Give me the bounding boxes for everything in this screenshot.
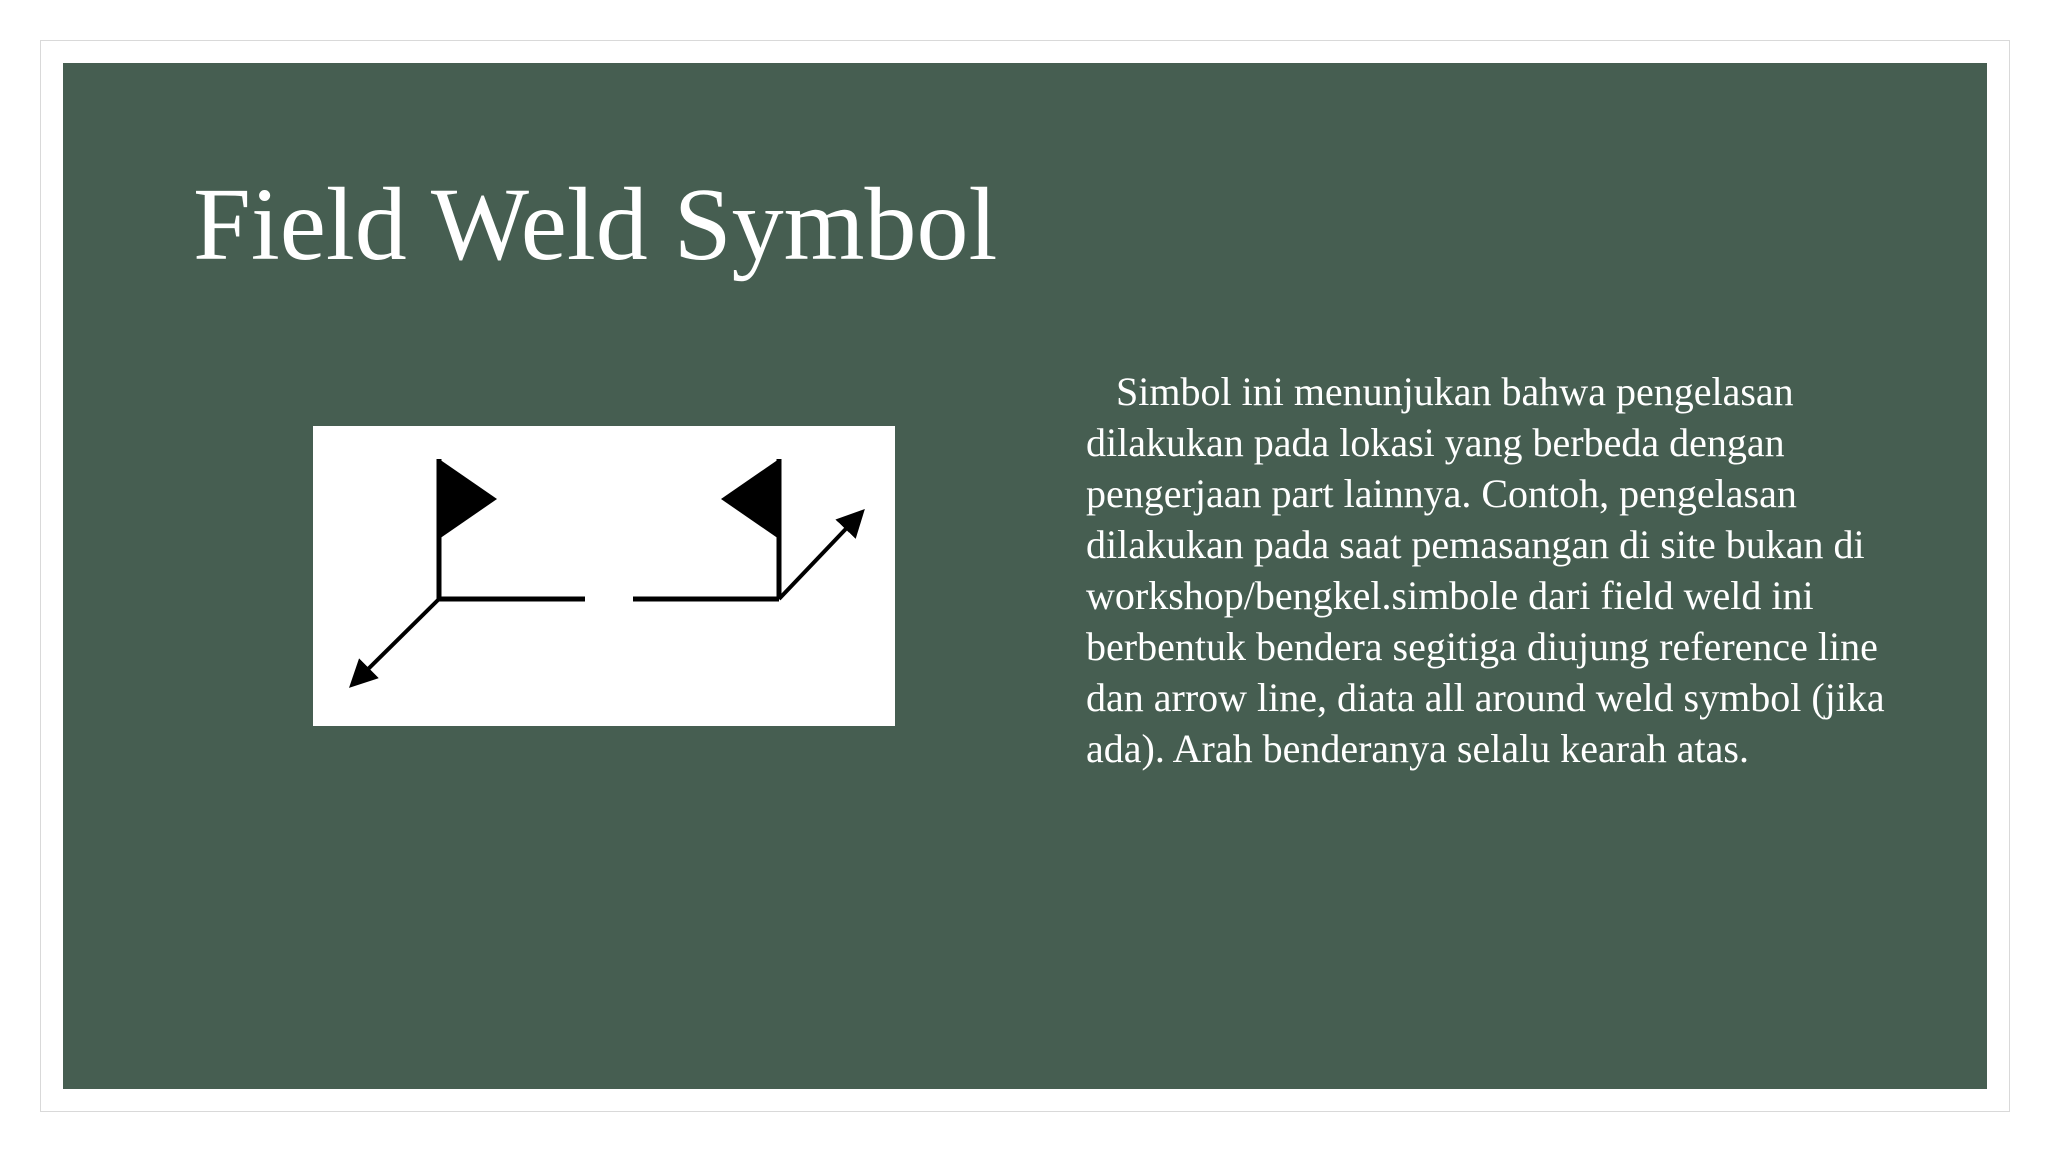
right-flag-icon bbox=[721, 459, 779, 539]
slide-body-text: Simbol ini menunjukan bahwa pengelasan dilakukan pada lokasi yang berbeda dengan pengerjaan part lainnya. Contoh, pengelasan dilakukan pada saat pemasangan di site bukan di workshop/bengkel.simbole dari field weld ini berbentuk bendera segitiga diujung reference line dan arrow line, diata all around weld symbol (jika ada). Arah benderanya selalu kearah atas. bbox=[1086, 369, 1885, 771]
left-arrow-line bbox=[353, 599, 439, 684]
field-weld-diagram bbox=[313, 426, 895, 726]
field-weld-symbol-figure bbox=[313, 426, 895, 726]
right-arrow-line bbox=[779, 513, 861, 599]
slide-title: Field Weld Symbol bbox=[193, 167, 998, 282]
slide bbox=[63, 63, 1987, 1089]
left-flag-icon bbox=[439, 459, 497, 539]
left-weld-symbol bbox=[353, 459, 585, 684]
right-weld-symbol bbox=[633, 459, 861, 599]
